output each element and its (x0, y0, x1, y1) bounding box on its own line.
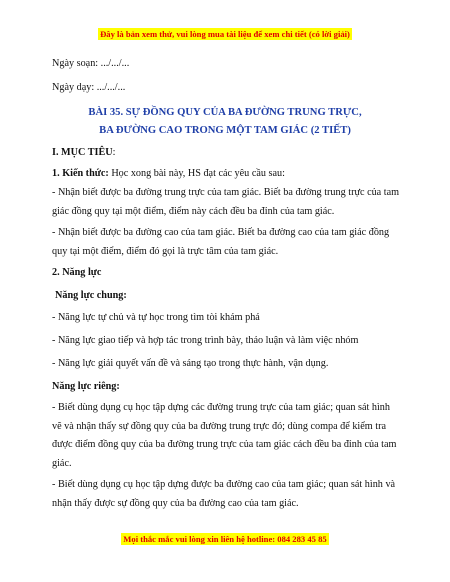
knowledge-heading-line (52, 167, 402, 180)
preview-notice-banner (0, 24, 450, 42)
knowledge-item-1: - Nhận biết được ba đường trung trực của tam giác. Biết ba đường trung trực của tam giác đồng quy tại một điểm, điểm này cách đều ba đỉnh của tam giác. (52, 187, 400, 217)
general-competence-3: - Năng lực giải quyết vấn đề và sáng tạo trong thực hành, vận dụng. (52, 358, 329, 369)
lesson-title-line-2: BA ĐƯỜNG CAO TRONG MỘT TAM GIÁC (2 TIẾT) (99, 125, 351, 136)
specific-competence-heading: Năng lực riêng: (52, 381, 120, 392)
hotline-text: Mọi thắc mắc vui lòng xin liên hệ hotline: 084 283 45 85 (123, 534, 327, 544)
date-taught: Ngày dạy: .../.../... (52, 82, 126, 93)
section-objectives-heading (52, 146, 402, 159)
general-competence-2: - Năng lực giao tiếp và hợp tác trong trình bày, thảo luận và làm việc nhóm (52, 335, 359, 346)
section-objectives-label: I. MỤC TIÊU (52, 147, 113, 158)
specific-competence-2: - Biết dùng dụng cụ học tập dựng được ba đường cao của tam giác; quan sát hình và nhận thấy được sự đồng quy của ba đường cao của tam giác. (52, 479, 396, 509)
hotline-banner (0, 529, 450, 547)
general-competence-heading: Năng lực chung: (55, 290, 127, 301)
date-prepared: Ngày soạn: .../.../... (52, 58, 130, 69)
general-competence-1: - Năng lực tự chủ và tự học trong tìm tòi khám phá (52, 312, 260, 323)
section-objectives-colon: : (112, 147, 116, 158)
knowledge-intro: Học xong bài này, HS đạt các yêu cầu sau: (108, 168, 285, 179)
knowledge-heading: 1. Kiến thức: (52, 168, 109, 179)
lesson-title-line-1: BÀI 35. SỰ ĐỒNG QUY CỦA BA ĐƯỜNG TRUNG TRỰC, (88, 107, 362, 118)
knowledge-item-2: - Nhận biết được ba đường cao của tam giác. Biết ba đường cao của tam giác đồng quy tại một điểm, điểm đó gọi là trực tâm của tam giác. (52, 227, 390, 257)
preview-notice-text: Đây là bản xem thử, vui lòng mua tài liệu để xem chi tiết (có lời giải) (100, 29, 350, 39)
competence-heading: 2. Năng lực (52, 267, 102, 278)
specific-competence-1: - Biết dùng dụng cụ học tập dựng các đường trung trực của tam giác; quan sát hình vẽ và nhận thấy sự đồng quy của ba đường trung trực đó; dùng compa để kiểm tra được điểm đồng quy của ba đường trung trực của tam giác cách đều ba đỉnh của tam giác. (52, 402, 397, 469)
